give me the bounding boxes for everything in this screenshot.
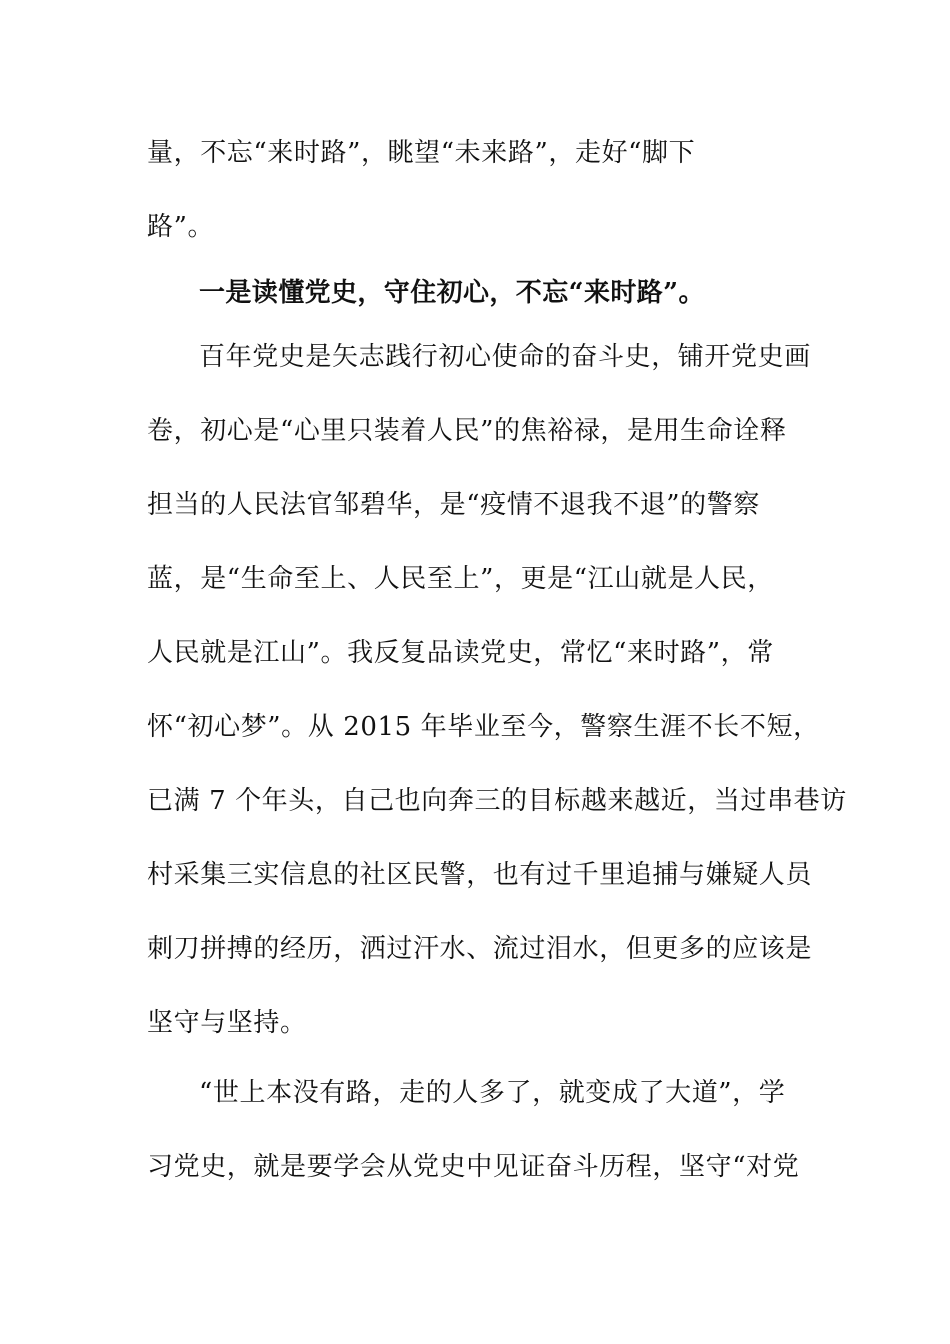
paragraph-line: 刺刀拼搏的经历，洒过汗水、流过泪水，但更多的应该是 xyxy=(147,934,813,964)
paragraph-line: 人民就是江山”。我反复品读党史，常忆“来时路”，常 xyxy=(147,638,774,668)
paragraph-line: “世上本没有路，走的人多了，就变成了大道”，学 xyxy=(199,1078,786,1108)
paragraph-line: 量，不忘“来时路”，眺望“未来路”，走好“脚下 xyxy=(147,138,696,168)
paragraph-line: 怀“初心梦”。从 2015 年毕业至今，警察生涯不长不短， xyxy=(147,712,820,742)
paragraph-line: 担当的人民法官邹碧华，是“疫情不退我不退”的警察 xyxy=(147,490,760,520)
paragraph-line: 卷，初心是“心里只装着人民”的焦裕禄，是用生命诠释 xyxy=(147,416,787,446)
paragraph-line: 已满 7 个年头，自己也向奔三的目标越来越近，当过串巷访 xyxy=(147,786,847,816)
paragraph-line: 蓝，是“生命至上、人民至上”，更是“江山就是人民， xyxy=(147,564,774,594)
paragraph-line: 村采集三实信息的社区民警，也有过千里追捕与嫌疑人员 xyxy=(147,860,813,890)
paragraph-line: 坚守与坚持。 xyxy=(147,1008,307,1038)
paragraph-line: 百年党史是矢志践行初心使命的奋斗史，铺开党史画 xyxy=(199,342,811,372)
section-heading: 一是读懂党史，守住初心，不忘“来时路”。 xyxy=(199,278,705,308)
paragraph-line: 路”。 xyxy=(147,212,215,242)
paragraph-line: 习党史，就是要学会从党史中见证奋斗历程，坚守“对党 xyxy=(147,1152,800,1182)
